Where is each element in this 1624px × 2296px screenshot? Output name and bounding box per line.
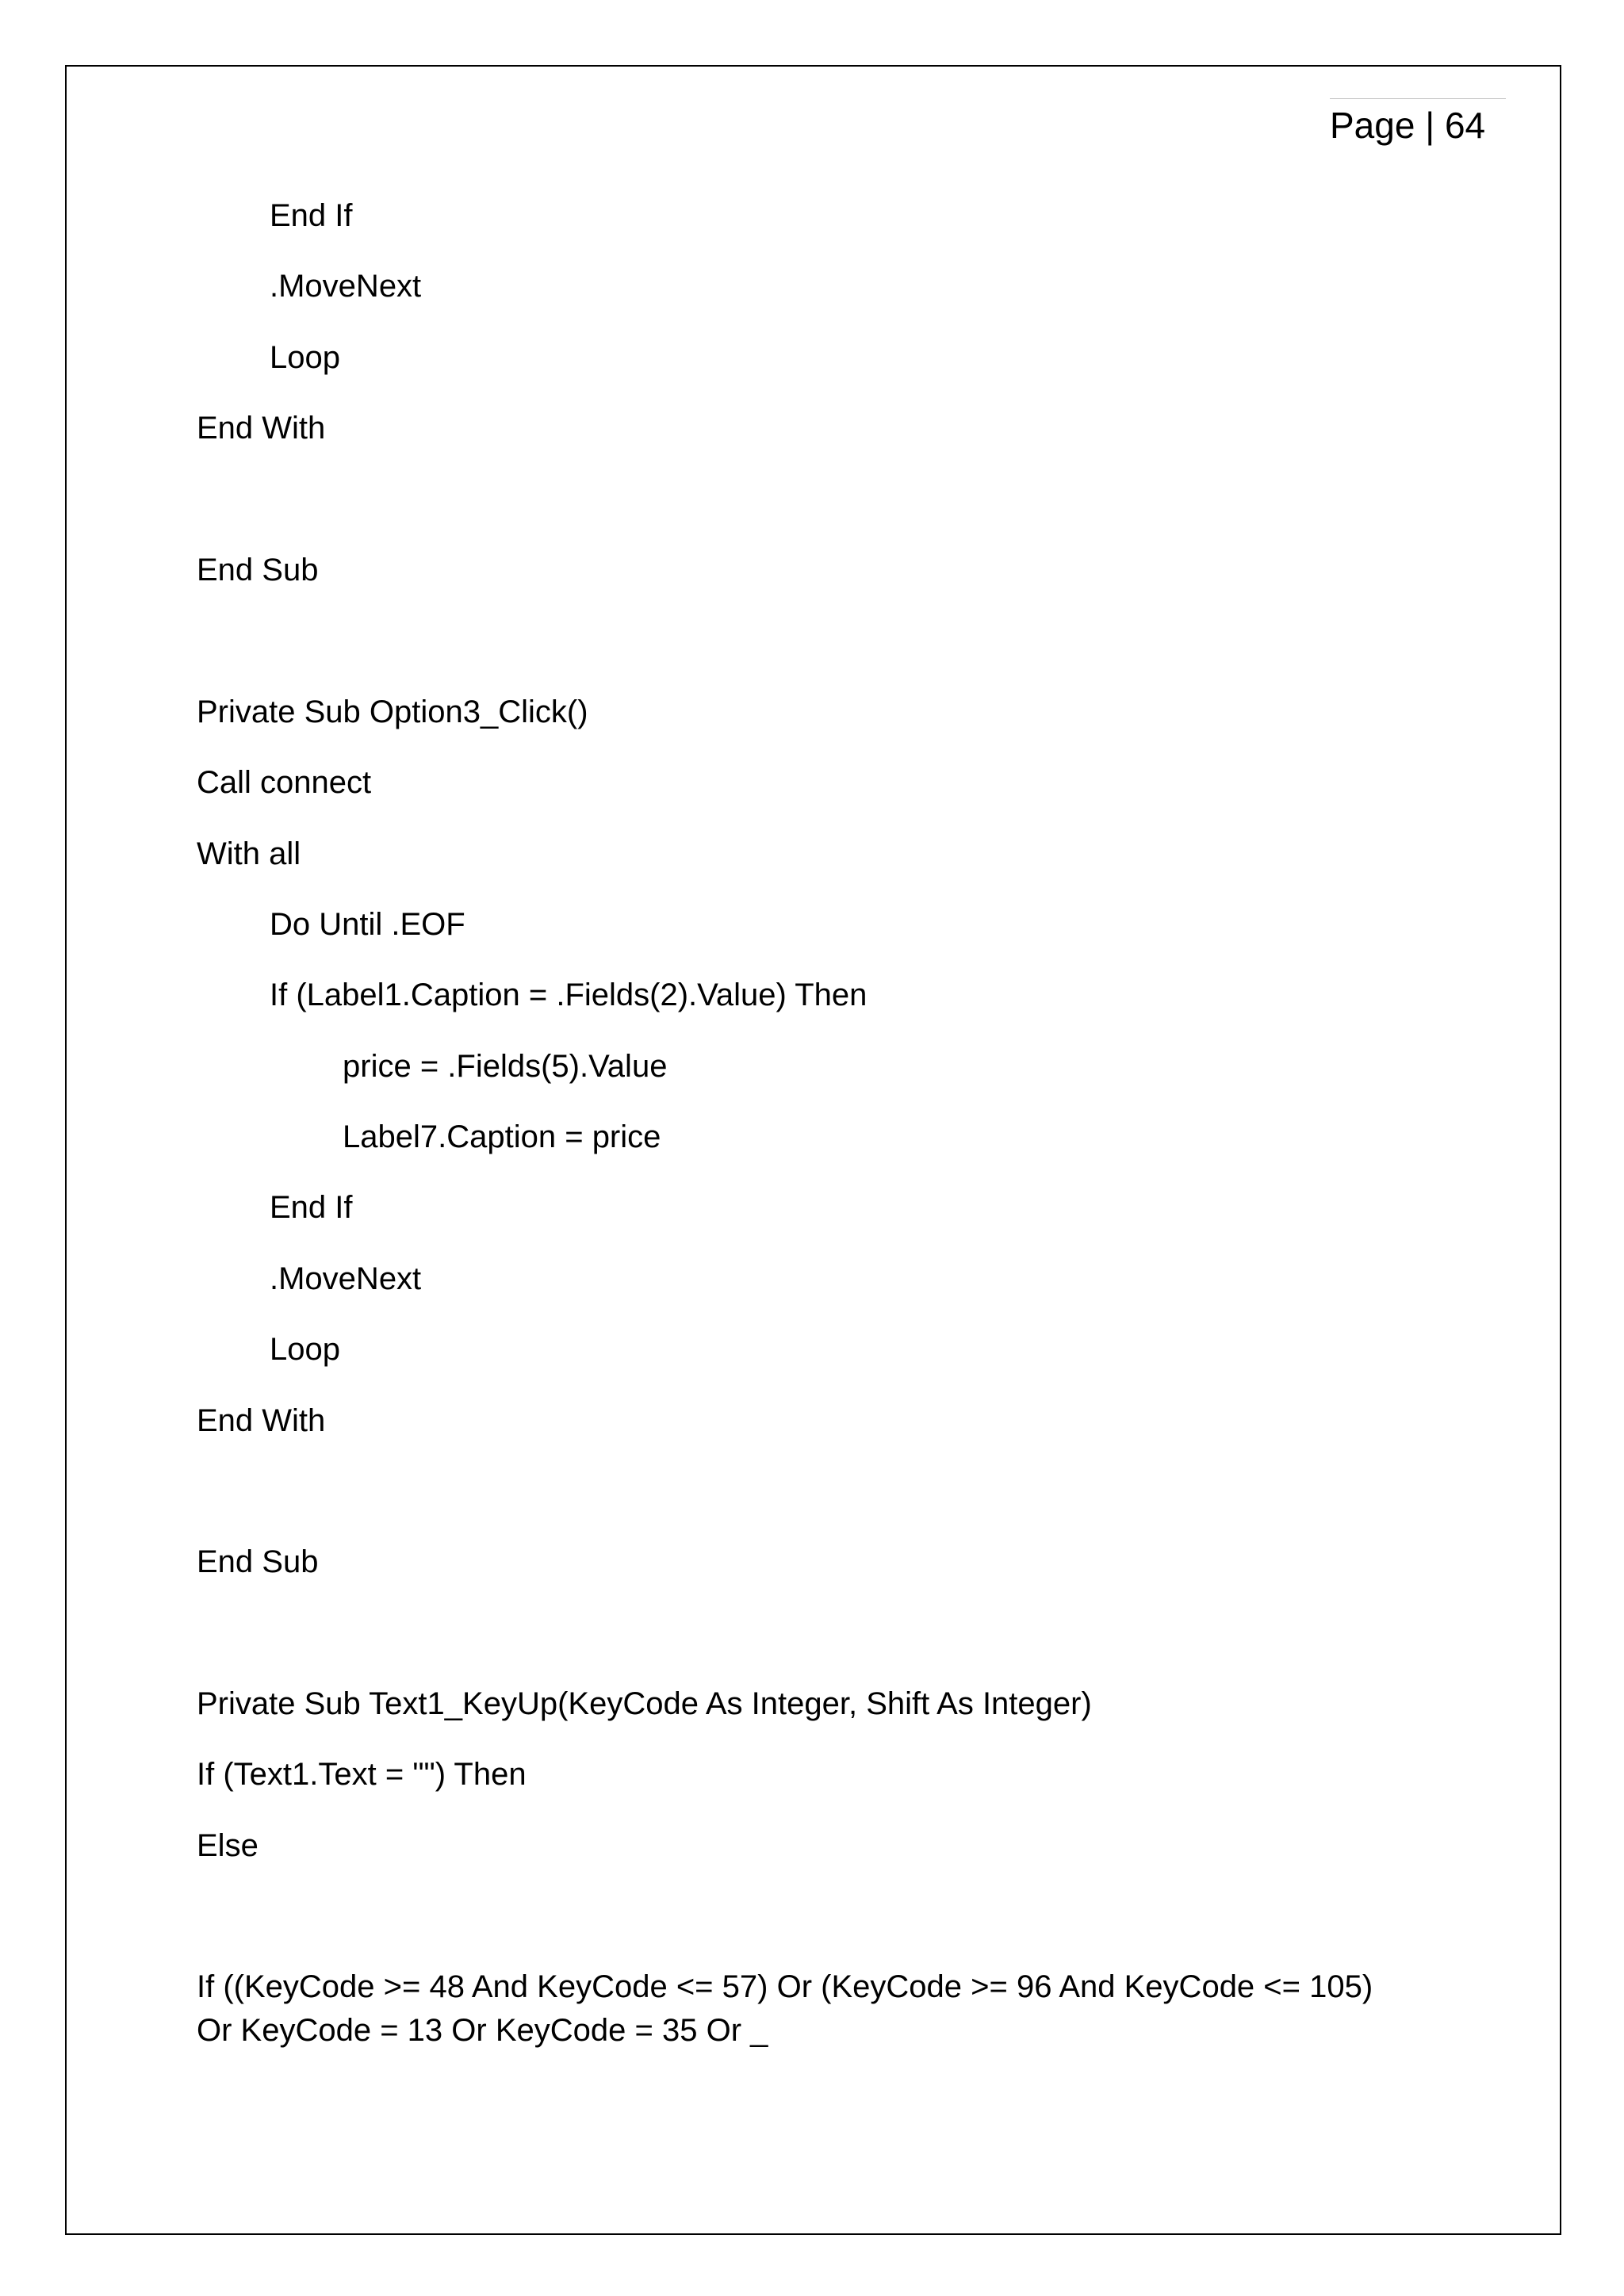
- code-line: With all: [197, 836, 301, 871]
- code-line: .MoveNext: [270, 269, 422, 304]
- code-line: End If: [270, 198, 353, 233]
- code-line: Label7.Caption = price: [343, 1119, 661, 1154]
- code-line: Loop: [270, 340, 340, 375]
- code-line: End With: [197, 1403, 326, 1438]
- code-line: If (Text1.Text = "") Then: [197, 1757, 527, 1792]
- code-line: Loop: [270, 1332, 340, 1367]
- code-line: Do Until .EOF: [270, 907, 465, 942]
- code-line: .MoveNext: [270, 1261, 422, 1296]
- code-line: If ((KeyCode >= 48 And KeyCode <= 57) Or (KeyCode >= 96 And KeyCode <= 105): [197, 1969, 1373, 2004]
- header-rule: [1330, 98, 1506, 99]
- page-number: Page | 64: [1330, 105, 1486, 146]
- page-border: [65, 65, 1561, 2235]
- code-line: End If: [270, 1190, 353, 1225]
- code-line: Private Sub Option3_Click(): [197, 695, 588, 729]
- code-line: End With: [197, 411, 326, 446]
- code-line: price = .Fields(5).Value: [343, 1049, 668, 1084]
- code-line: Call connect: [197, 765, 372, 800]
- code-line: Or KeyCode = 13 Or KeyCode = 35 Or _: [197, 2013, 768, 2048]
- code-line: Private Sub Text1_KeyUp(KeyCode As Integer, Shift As Integer): [197, 1686, 1092, 1721]
- code-line: If (Label1.Caption = .Fields(2).Value) Then: [270, 978, 868, 1012]
- code-line: End Sub: [197, 553, 319, 587]
- code-line: End Sub: [197, 1544, 319, 1579]
- code-line: Else: [197, 1828, 259, 1863]
